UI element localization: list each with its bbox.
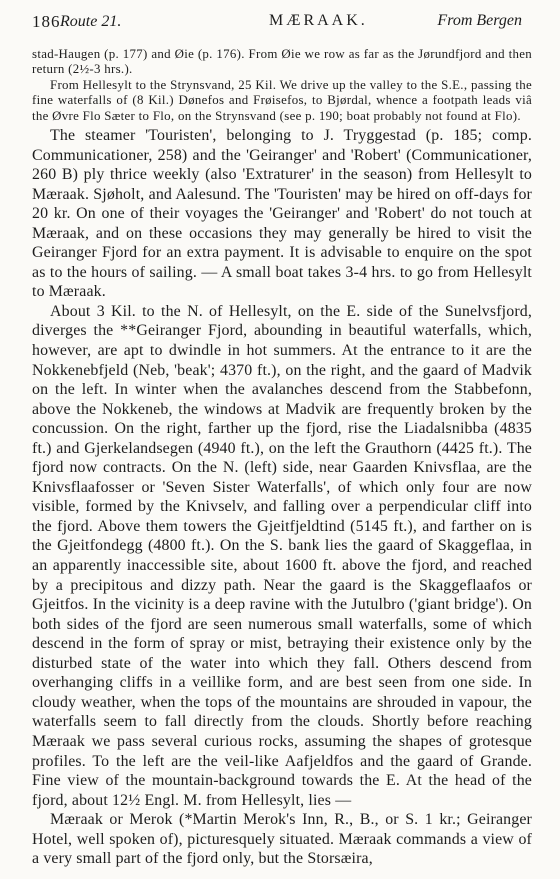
paragraph-maeraak: Mæraak or Merok (*Martin Merok's Inn, R., B., or S. 1 kr.; Geiranger Hotel, well spoken of), picturesquely situated. Mæraak commands a view of a very small part of the fjord only, but the Storsæira,	[32, 811, 532, 868]
paragraph-geiranger-fjord: About 3 Kil. to the N. of Hellesylt, on the E. side of the Sunelvsfjord, diverges the **Geiranger Fjord, abounding in beautiful waterfalls, which, however, are apt to dwindle in hot summers. At the entrance to it are the Nokkenebfjeld (Neb, 'beak'; 4370 ft.), on the right, and the gaard of Madvik on the left. In winter when the avalanches descend from the Stabbefonn, above the Nokkeneb, the windows at Madvik are frequently broken by the concussion. On the right, farther up the fjord, rise the Liadalsnibba (4835 ft.) and Gjerkelandsegen (4940 ft.), on the left the Grauthorn (4425 ft.). The fjord now contracts. On the N. (left) side, near Gaarden Knivsflaa, are the Knivsflaafosser or 'Seven Sister Waterfalls', of which only four are now visible, formed by the Knivselv, and falling over a perpendicular cliff into the fjord. Above them towers the Gjeitfjeldtind (5145 ft.), and farther on is the Gjeitfondegg (4800 ft.). On the S. bank lies the gaard of Skaggeflaa, in an apparently inaccessible site, about 1600 ft. above the fjord, and reached by a precipitous and dizzy path. Near the gaard is the Skaggeflaafos or Gjeitfos. In the vicinity is a deep ravine with the Jutulbro ('giant bridge'). On both sides of the fjord are seen numerous small waterfalls, some of which descend in the form of spray or mist, betraying their existence only by the disturbed state of the water into which they fall. Others descend from overhanging cliffs in a veillike form, and are best seen from one side. In cloudy weather, when the tops of the mountains are shrouded in vapour, the waterfalls seem to fall directly from the clouds. Shortly before reaching Mæraak we pass several curious rocks, assuming the shapes of grotesque profiles. To the left are the veil-like Aafjeldfos and the gaard of Grande. Fine view of the mountain-background towards the E. At the head of the fjord, about 12½ Engl. M. from Hellesylt, lies —	[32, 302, 532, 809]
small-paragraph-1: stad-Haugen (p. 177) and Øie (p. 176). From Øie we row as far as the Jørundfjord and then return (2½-3 hrs.).	[32, 47, 532, 77]
header-title: MÆRAAK.	[269, 12, 368, 29]
paragraph-steamer: The steamer 'Touristen', belonging to J. Tryggestad (p. 185; comp. Communicationer, 258) and the 'Geiranger' and 'Robert' (Communicationer, 260 B) ply thrice weekly (also 'Extraturer' in the season) from Hellesylt to Mæraak. Sjøholt, and Aalesund. The 'Touristen' may be hired on off-days for 20 kr. On one of their voyages the 'Geiranger' and 'Robert' do not touch at Mæraak, and on these occasions they may generally be hired to visit the Geiranger Fjord for an extra payment. It is advisable to enquire on the spot as to the hours of sailing. — A small boat takes 3-4 hrs. to go from Hellesylt to Mæraak.	[32, 127, 532, 301]
running-header	[32, 12, 522, 34]
small-paragraph-2: From Hellesylt to the Strynsvand, 25 Kil. We drive up the valley to the S.E., passing the fine waterfalls of (8 Kil.) Dønefos and Frøisefos, to Bjørdal, whence a footpath leads viâ the Øvre Flo Sæter to Flo, on the Strynsvand (see p. 190; boat probably not found at Flo).	[32, 77, 532, 123]
small-print-section	[32, 47, 532, 124]
page-number: 186	[32, 12, 61, 31]
route-label: Route 21.	[60, 13, 122, 30]
main-text	[32, 126, 532, 869]
header-from: From Bergen	[437, 12, 522, 29]
